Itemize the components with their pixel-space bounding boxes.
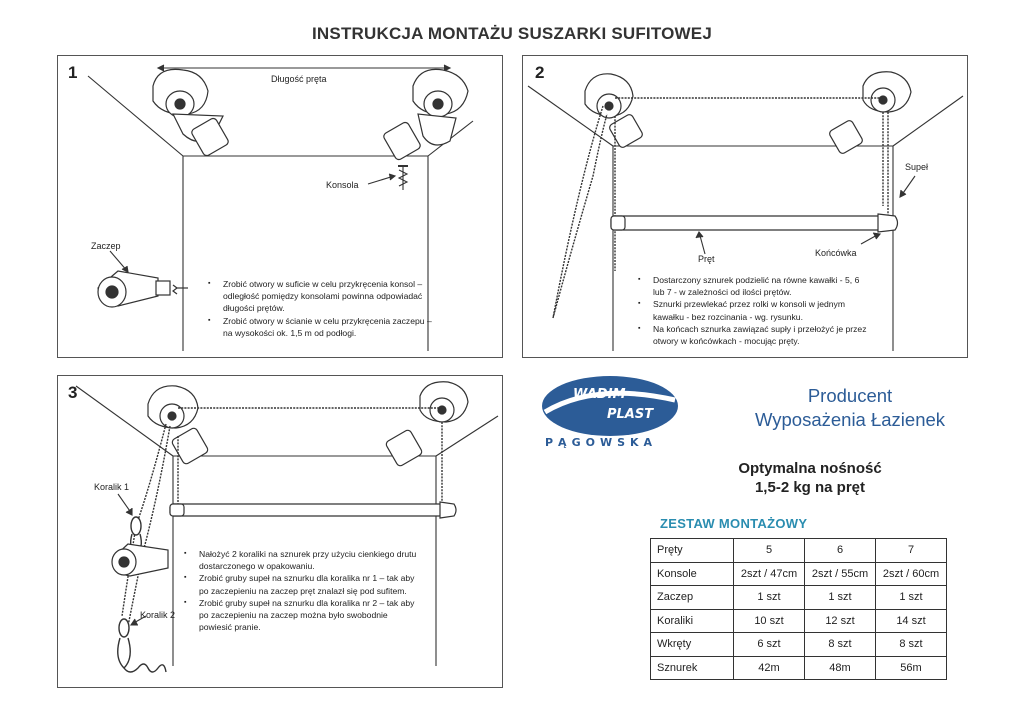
bead-2-icon bbox=[118, 619, 166, 672]
table-row bbox=[651, 586, 947, 610]
step-3-notes bbox=[184, 548, 422, 633]
row-label: Koraliki bbox=[651, 609, 734, 633]
cell: 1 szt bbox=[805, 586, 876, 610]
endcap-label: Końcówka bbox=[815, 248, 857, 258]
bracket-label: Konsola bbox=[326, 180, 359, 190]
cell: 7 bbox=[876, 539, 947, 563]
cell: 8 szt bbox=[876, 633, 947, 657]
knot-label: Supeł bbox=[905, 162, 929, 172]
logo-word-3: PĄGOWSKA bbox=[545, 436, 658, 449]
cell: 48m bbox=[805, 656, 876, 680]
hook-icon bbox=[98, 271, 188, 307]
step-1-notes bbox=[208, 278, 433, 339]
step-number: 2 bbox=[535, 63, 545, 82]
table-row bbox=[651, 656, 947, 680]
cell: 1 szt bbox=[876, 586, 947, 610]
row-label: Zaczep bbox=[651, 586, 734, 610]
note-item: ▪ Zrobić otwory w suficie w celu przykręcenia konsol – odległość pomiędzy konsolami powinna odpowiadać długości prętów. bbox=[208, 278, 433, 315]
note-item: ▪ Zrobić otwory w ścianie w celu przykręcenia zaczepu – na wysokości ok. 1,5 m od podłogi. bbox=[208, 315, 433, 339]
panel-step-3 bbox=[57, 375, 503, 688]
table-row bbox=[651, 609, 947, 633]
cell: 8 szt bbox=[805, 633, 876, 657]
rod-length-label: Długość pręta bbox=[271, 74, 327, 84]
capacity-line-2: 1,5-2 kg na pręt bbox=[754, 479, 866, 496]
cell: 2szt / 55cm bbox=[805, 562, 876, 586]
panel-step-2 bbox=[522, 55, 968, 358]
note-item: ▪ Zrobić gruby supeł na sznurku dla koralika nr 1 – tak aby po zaczepieniu na zaczep pręt znalazł się pod sufitem. bbox=[184, 572, 422, 596]
kit-title: ZESTAW MONTAŻOWY bbox=[660, 516, 808, 531]
cell: 2szt / 60cm bbox=[876, 562, 947, 586]
row-label: Pręty bbox=[651, 539, 734, 563]
step-number: 3 bbox=[68, 383, 78, 402]
cell: 10 szt bbox=[734, 609, 805, 633]
step-number: 1 bbox=[68, 63, 78, 82]
cell: 5 bbox=[734, 539, 805, 563]
capacity-line-1: Optymalna nośność bbox=[738, 460, 882, 477]
rod-icon bbox=[611, 214, 898, 232]
row-label: Konsole bbox=[651, 562, 734, 586]
cell: 6 bbox=[805, 539, 876, 563]
logo-word-2: PLAST bbox=[607, 407, 654, 422]
bead-illustration bbox=[58, 376, 502, 687]
bracket-right-icon bbox=[382, 69, 468, 161]
wall-hook-icon bbox=[112, 544, 168, 576]
producer-line-2: Wyposażenia Łazienek bbox=[754, 409, 946, 430]
kit-table bbox=[650, 538, 947, 680]
table-row bbox=[651, 633, 947, 657]
cell: 42m bbox=[734, 656, 805, 680]
cell: 6 szt bbox=[734, 633, 805, 657]
wadim-plast-logo bbox=[535, 372, 705, 452]
note-item: ▪ Sznurki przewlekać przez rolki w konsoli w jednym kawałku - bez rozcinania - wg. rysunku. bbox=[638, 298, 870, 322]
table-row bbox=[651, 539, 947, 563]
cell: 12 szt bbox=[805, 609, 876, 633]
producer-heading bbox=[720, 384, 980, 432]
cell: 2szt / 47cm bbox=[734, 562, 805, 586]
panel-step-1 bbox=[57, 55, 503, 358]
rod-label: Pręt bbox=[698, 254, 715, 264]
producer-line-1: Producent bbox=[807, 385, 893, 406]
bead-1-label: Koralik 1 bbox=[94, 482, 130, 492]
cell: 14 szt bbox=[876, 609, 947, 633]
note-item: ▪ Zrobić gruby supeł na sznurku dla koralika nr 2 – tak aby po zaczepieniu na zaczep można było swobodnie powiesić pranie. bbox=[184, 597, 422, 634]
step-2-notes bbox=[638, 274, 870, 347]
capacity-info bbox=[640, 459, 980, 497]
cell: 1 szt bbox=[734, 586, 805, 610]
note-item: ▪ Dostarczony sznurek podzielić na równe kawałki - 5, 6 lub 7 - w zależności od ilości prętów. bbox=[638, 274, 870, 298]
row-label: Wkręty bbox=[651, 633, 734, 657]
table-row bbox=[651, 562, 947, 586]
note-item: ▪ Na końcach sznurka zawiązać supły i przełożyć je przez otwory w końcówkach - mocując pręty. bbox=[638, 323, 870, 347]
logo-word-1: WADIM bbox=[573, 387, 626, 402]
cell: 56m bbox=[876, 656, 947, 680]
row-label: Sznurek bbox=[651, 656, 734, 680]
hook-label: Zaczep bbox=[91, 241, 121, 251]
page-title: INSTRUKCJA MONTAŻU SUSZARKI SUFITOWEJ bbox=[312, 24, 712, 43]
note-item: ▪ Nałożyć 2 koraliki na sznurek przy użyciu cienkiego drutu dostarczonego w opakowaniu. bbox=[184, 548, 422, 572]
bead-2-label: Koralik 2 bbox=[140, 610, 176, 620]
bracket-left-icon bbox=[153, 69, 230, 157]
